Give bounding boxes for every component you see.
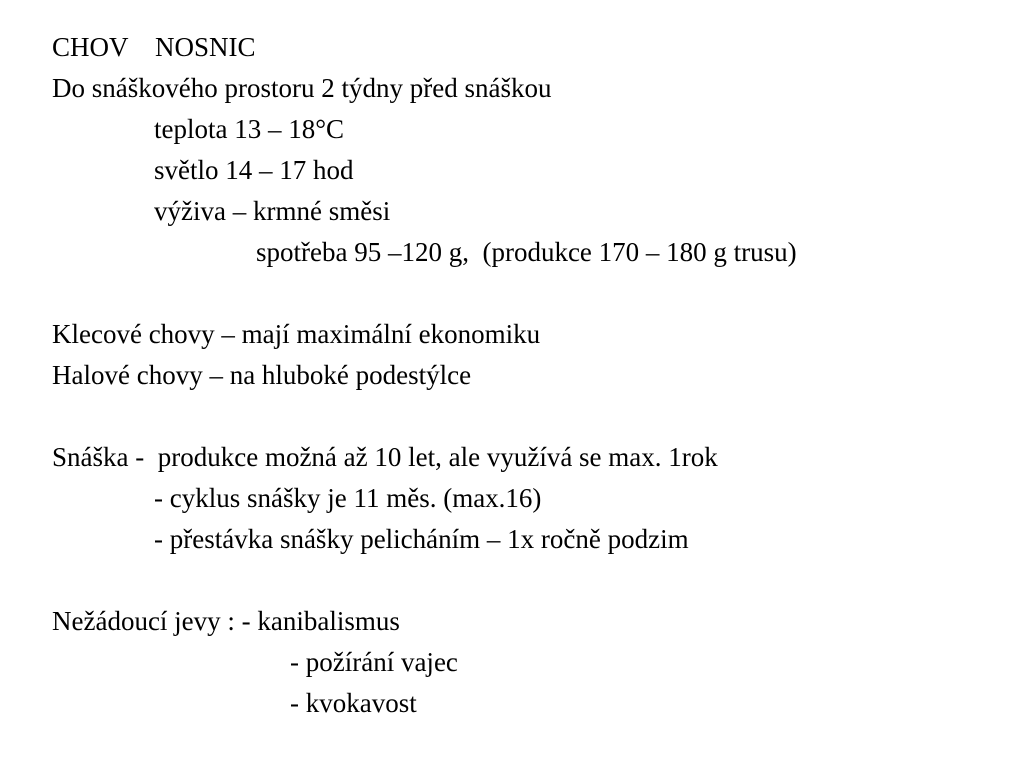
undesirable-first-line: Nežádoucí jevy : - kanibalismus bbox=[52, 606, 400, 636]
slide-title: CHOV NOSNIC bbox=[52, 32, 256, 62]
laying-cycle-line: - cyklus snášky je 11 měs. (max.16) bbox=[154, 483, 542, 513]
cage-housing-line: Klecové chovy – mají maximální ekonomiku bbox=[52, 319, 541, 349]
laying-line: Snáška - produkce možná až 10 let, ale využívá se max. 1rok bbox=[52, 442, 718, 472]
undesirable-second-line: - požírání vajec bbox=[290, 647, 458, 677]
light-line: světlo 14 – 17 hod bbox=[154, 155, 354, 185]
laying-break-line: - přestávka snášky pelicháním – 1x ročně podzim bbox=[154, 524, 689, 554]
temperature-line: teplota 13 – 18°C bbox=[154, 114, 345, 144]
hall-housing-line: Halové chovy – na hluboké podestýlce bbox=[52, 360, 472, 390]
intro-line: Do snáškového prostoru 2 týdny před snáškou bbox=[52, 73, 552, 103]
nutrition-line: výživa – krmné směsi bbox=[154, 196, 391, 226]
consumption-line: spotřeba 95 –120 g, (produkce 170 – 180 g trusu) bbox=[256, 237, 797, 267]
undesirable-third-line: - kvokavost bbox=[290, 688, 417, 718]
